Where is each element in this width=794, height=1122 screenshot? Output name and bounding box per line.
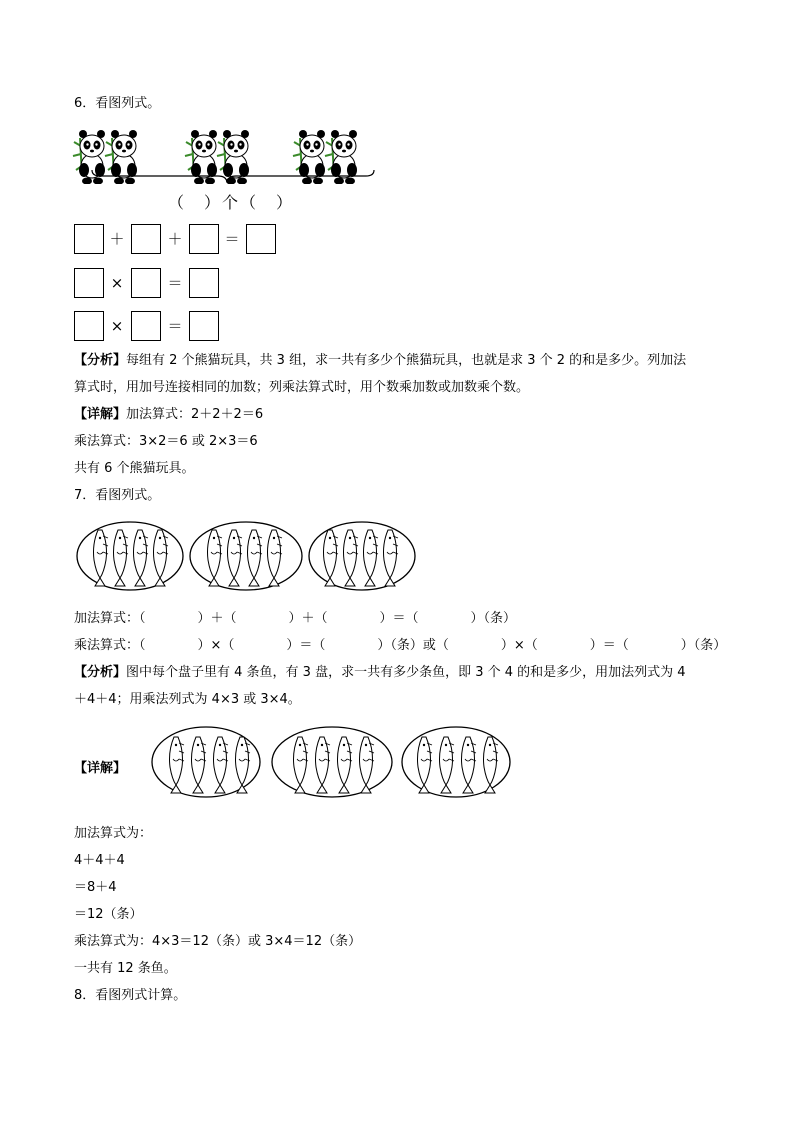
equals-sign: ＝ [224,230,240,248]
detail-text: 加法算式：2＋2＋2＝6 [126,407,264,422]
answer-box[interactable] [246,224,276,254]
q6-detail-line-1 [74,405,263,425]
answer-box[interactable] [74,224,104,254]
detail-tag: 【详解】 [74,407,127,422]
fish-plates-detail-image [150,723,512,801]
plate [272,727,392,797]
answer-box[interactable] [189,311,219,341]
q7-analysis-line-1 [74,663,686,683]
plus-sign: ＋ [167,230,183,248]
answer-box[interactable] [189,224,219,254]
fish-plates-image [74,518,418,594]
q7-detail-line-6: 一共有 12 条鱼。 [74,961,177,976]
q7-multiplication-line: 乘法算式：（ ）×（ ）＝（ ）（条）或（ ）×（ ）＝（ ）（条） [74,638,727,653]
q7-detail-line-3: ＝8＋4 [74,880,117,895]
analysis-text: 图中每个盘子里有 4 条鱼，有 3 盘，求一共有多少条鱼，即 3 个 4 的和是多少，用加法列式为 4 [126,665,686,680]
group-count-blank: （ ）个（ ） [168,193,295,212]
q7-addition-line: 加法算式：（ ）＋（ ）＋（ ）＝（ ）（条） [74,611,517,626]
answer-box[interactable] [74,311,104,341]
plate [77,522,183,590]
q7-detail-line-1: 加法算式为： [74,826,153,841]
answer-box[interactable] [74,268,104,298]
q7-detail-line-4: ＝12（条） [74,907,143,922]
times-sign: × [110,274,124,292]
analysis-text: 每组有 2 个熊猫玩具，共 3 组，求一共有多少个熊猫玩具，也就是求 3 个 2 的和是多少。列加法 [126,353,687,368]
q6-analysis-line-2: 算式时，用加号连接相同的加数；列乘法算式时，用个数乘加数或加数乘个数。 [74,380,530,395]
q6-analysis-line-1 [74,351,686,371]
analysis-tag: 【分析】 [74,665,127,680]
q7-detail-line-5: 乘法算式为：4×3＝12（条）或 3×4＝12（条） [74,934,362,949]
analysis-tag: 【分析】 [74,353,127,368]
equals-sign: ＝ [167,317,183,335]
q7-title: 7．看图列式。 [74,488,161,503]
answer-box[interactable] [131,311,161,341]
panda-groups-image [72,124,382,184]
equals-sign: ＝ [167,274,183,292]
answer-box[interactable] [131,224,161,254]
q8-title: 8．看图列式计算。 [74,988,187,1003]
plate [190,522,302,590]
q6-title: 6．看图列式。 [74,96,161,111]
answer-box[interactable] [189,268,219,298]
q6-detail-line-3: 共有 6 个熊猫玩具。 [74,461,195,476]
answer-box[interactable] [131,268,161,298]
detail-tag: 【详解】 [74,761,127,776]
q6-detail-line-2: 乘法算式：3×2＝6 或 2×3＝6 [74,434,258,449]
q7-analysis-line-2: ＋4＋4；用乘法列式为 4×3 或 3×4。 [74,692,301,707]
times-sign: × [110,317,124,335]
q7-detail-line-2: 4＋4＋4 [74,853,125,868]
plus-sign: ＋ [109,230,125,248]
